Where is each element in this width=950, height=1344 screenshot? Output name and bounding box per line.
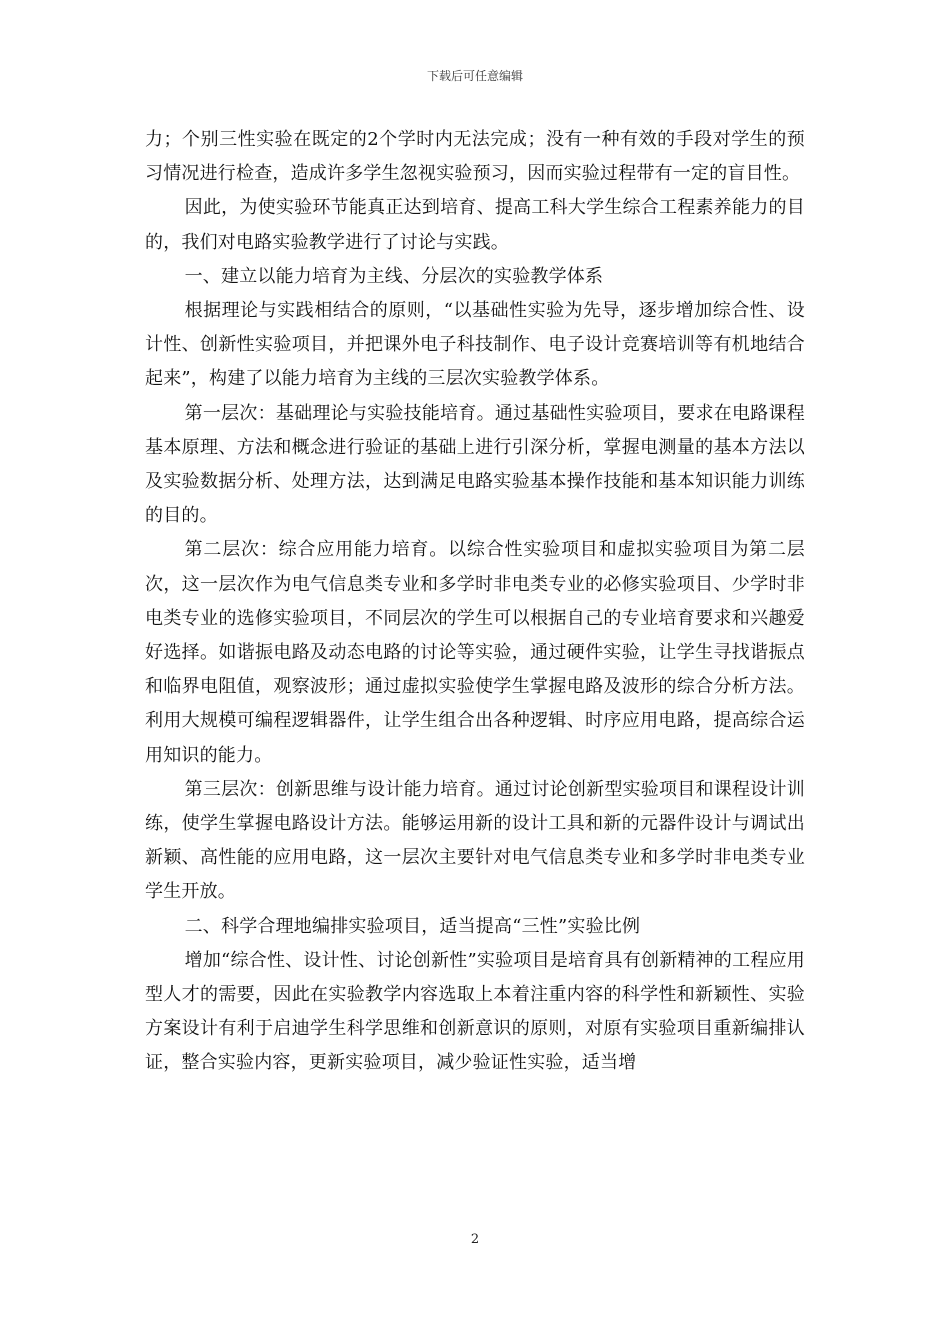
- paragraph-4: 增加“综合性、设计性、讨论创新性”实验项目是培育具有创新精神的工程应用型人才的需要，因此在实验教学内容选取上本着注重内容的科学性和新颖性、实验方案设计有利于启迪学生科学思维和创新意识的原则，对原有实验项目重新编排认证，整合实验内容，更新实验项目，减少验证性实验，适当增: [145, 949, 805, 1074]
- page-header: 下载后可任意编辑: [426, 69, 523, 83]
- section-heading-2: 二、科学合理地编排实验项目，适当提高“三性”实验比例: [184, 915, 641, 937]
- paragraph-level-3: 第三层次：创新思维与设计能力培育。通过讨论创新型实验项目和课程设计训练，使学生掌握电路设计方法。能够运用新的设计工具和新的元器件设计与调试出新颖、高性能的应用电路，这一层次主要针对电气信息类专业和多学时非电类专业学生开放。: [145, 778, 805, 903]
- paragraph-level-1: 第一层次：基础理论与实验技能培育。通过基础性实验项目，要求在电路课程基本原理、方法和概念进行验证的基础上进行引深分析，掌握电测量的基本方法以及实验数据分析、处理方法，达到满足电路实验基本操作技能和基本知识能力训练的目的。: [145, 402, 805, 527]
- paragraph-3: 根据理论与实践相结合的原则，“以基础性实验为先导，逐步增加综合性、设计性、创新性实验项目，并把课外电子科技制作、电子设计竞赛培训等有机地结合起来”，构建了以能力培育为主线的三层次实验教学体系。: [145, 300, 805, 390]
- paragraph-2: 因此，为使实验环节能真正达到培育、提高工科大学生综合工程素养能力的目的，我们对电路实验教学进行了讨论与实践。: [145, 197, 805, 253]
- section-heading-1: 一、建立以能力培育为主线、分层次的实验教学体系: [184, 265, 604, 287]
- document-body: [145, 123, 805, 1081]
- paragraph-level-2: 第二层次：综合应用能力培育。以综合性实验项目和虚拟实验项目为第二层次，这一层次作为电气信息类专业和多学时非电类专业的必修实验项目、少学时非电类专业的选修实验项目，不同层次的学生可以根据自己的专业培育要求和兴趣爱好选择。如谐振电路及动态电路的讨论等实验，通过硬件实验，让学生寻找谐振点和临界电阻值，观察波形；通过虚拟实验使学生掌握电路及波形的综合分析方法。利用大规模可编程逻辑器件，让学生组合出各种逻辑、时序应用电路，提高综合运用知识的能力。: [145, 539, 805, 766]
- paragraph-1: 力；个别三性实验在既定的2个学时内无法完成；没有一种有效的手段对学生的预习情况进行检查，造成许多学生忽视实验预习，因而实验过程带有一定的盲目性。: [145, 129, 805, 185]
- page-number: 2: [470, 1232, 480, 1247]
